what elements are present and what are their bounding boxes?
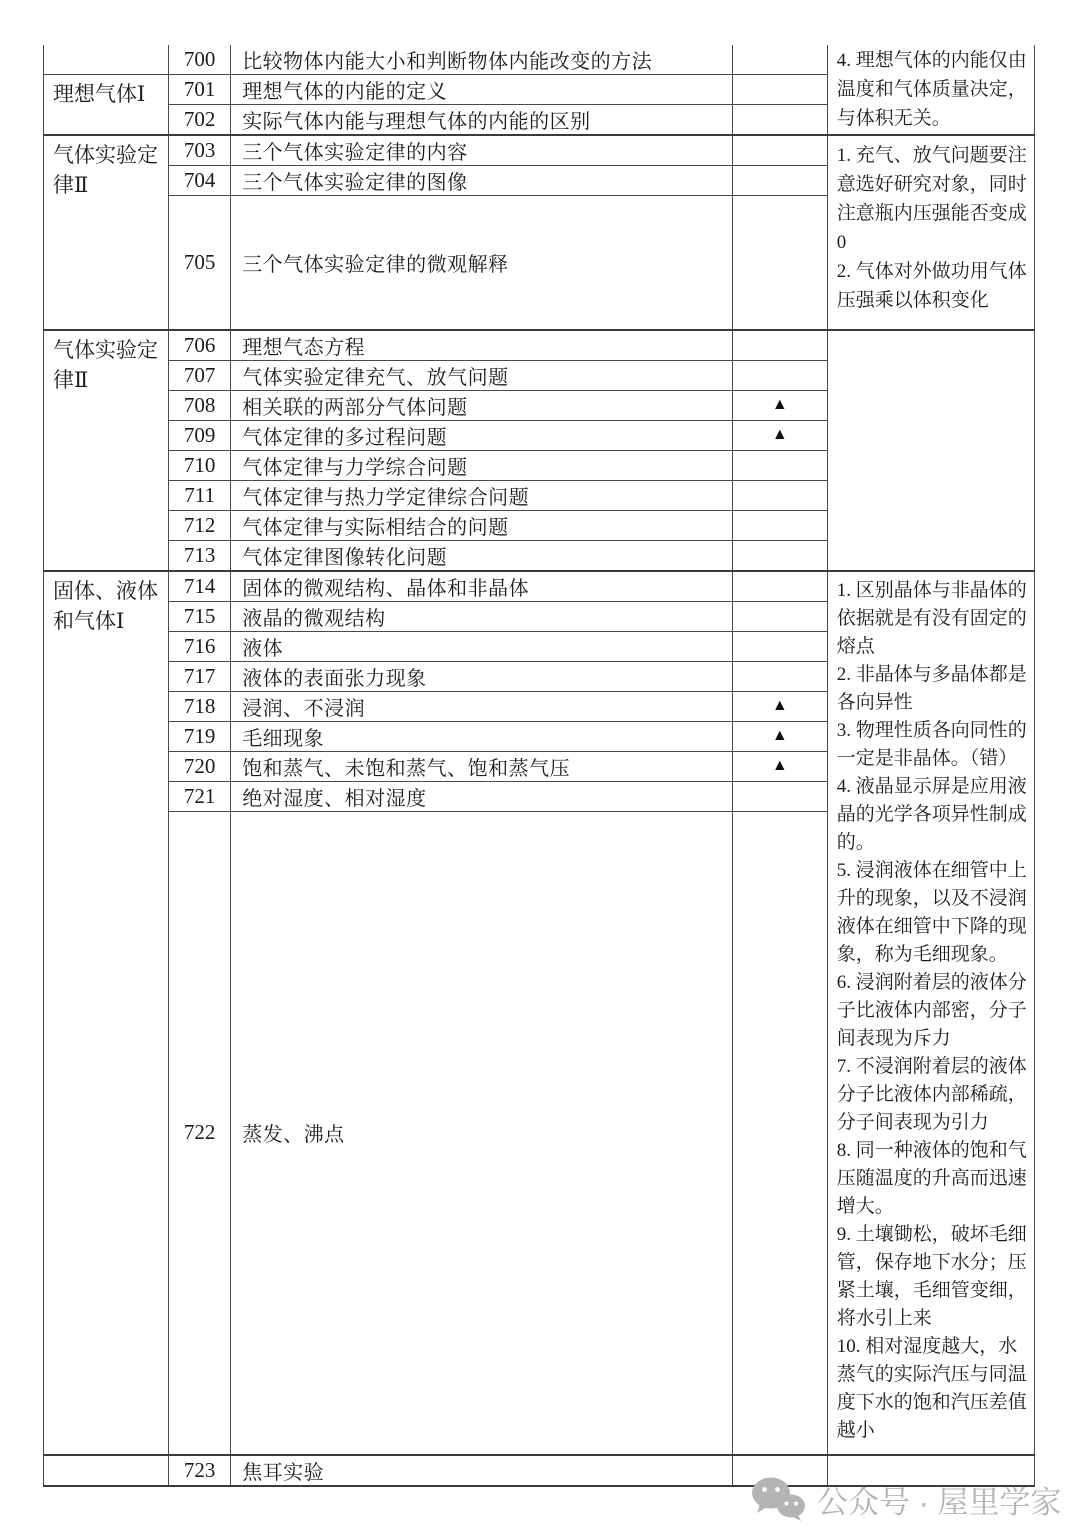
watermark-text: 公众号 · 屋里学家 (817, 1484, 1062, 1520)
notes-cell (827, 330, 1034, 571)
topic-description: 焦耳实验 (231, 1455, 733, 1486)
category-cell: 气体实验定律Ⅱ (44, 330, 169, 571)
note-item: 4. 理想气体的内能仅由温度和气体质量决定，与体积无关。 (836, 50, 1027, 129)
note-item: 1. 充气、放气问题要注意选好研究对象，同时注意瓶内压强能否变成0 (836, 145, 1027, 253)
topic-number: 718 (169, 691, 231, 721)
marker-cell (732, 450, 827, 480)
marker-cell (732, 105, 827, 136)
watermark (750, 1476, 1062, 1522)
category-cell (44, 1455, 169, 1486)
topic-description: 饱和蒸气、未饱和蒸气、饱和蒸气压 (231, 751, 733, 781)
marker-cell (732, 196, 827, 330)
topic-description: 三个气体实验定律的图像 (231, 166, 733, 196)
note-item: 7. 不浸润附着层的液体分子比液体内部稀疏，分子间表现为引力 (836, 1055, 1027, 1133)
topic-number: 717 (169, 661, 231, 691)
note-item: 2. 非晶体与多晶体都是各向异性 (836, 663, 1027, 713)
topic-number: 712 (169, 510, 231, 540)
marker-cell (732, 135, 827, 166)
topic-number: 723 (169, 1455, 231, 1486)
table-row (44, 45, 1035, 75)
topic-description: 气体定律的多过程问题 (231, 420, 733, 450)
topic-number: 701 (169, 75, 231, 105)
marker-cell (732, 601, 827, 631)
topic-number: 707 (169, 360, 231, 390)
topic-description: 气体实验定律充气、放气问题 (231, 360, 733, 390)
marker-cell (732, 166, 827, 196)
notes-cell (827, 135, 1034, 330)
marker-cell (732, 480, 827, 510)
topic-number: 710 (169, 450, 231, 480)
topic-description: 气体定律图像转化问题 (231, 540, 733, 571)
table-row (44, 330, 1035, 361)
marker-cell (732, 721, 827, 751)
topic-description: 理想气态方程 (231, 330, 733, 361)
note-item: 3. 物理性质各向同性的一定是非晶体。（错） (836, 719, 1027, 769)
note-item: 10. 相对湿度越大，水蒸气的实际汽压与同温度下水的饱和汽压差值越小 (836, 1335, 1027, 1441)
triangle-icon: ▲ (771, 757, 788, 774)
topic-number: 721 (169, 781, 231, 811)
category-cell: 气体实验定律Ⅱ (44, 135, 169, 330)
topic-number: 702 (169, 105, 231, 136)
marker-cell (732, 781, 827, 811)
topic-description: 浸润、不浸润 (231, 691, 733, 721)
topic-number: 719 (169, 721, 231, 751)
topic-description: 比较物体内能大小和判断物体内能改变的方法 (231, 45, 733, 75)
topic-number: 709 (169, 420, 231, 450)
topic-description: 气体定律与热力学定律综合问题 (231, 480, 733, 510)
topic-description: 液体的表面张力现象 (231, 661, 733, 691)
triangle-icon: ▲ (771, 426, 788, 443)
topic-number: 705 (169, 196, 231, 330)
marker-cell (732, 420, 827, 450)
topic-description: 绝对湿度、相对湿度 (231, 781, 733, 811)
marker-cell (732, 75, 827, 105)
triangle-icon: ▲ (771, 396, 788, 413)
note-item: 1. 区别晶体与非晶体的依据就是有没有固定的熔点 (836, 579, 1027, 657)
notes-box (828, 572, 1034, 1446)
table-row (44, 571, 1035, 602)
topic-number: 711 (169, 480, 231, 510)
marker-cell (732, 330, 827, 361)
topic-description: 液晶的微观结构 (231, 601, 733, 631)
note-item: 4. 液晶显示屏是应用液晶的光学各项异性制成的。 (836, 775, 1027, 853)
marker-cell (732, 691, 827, 721)
marker-cell (732, 811, 827, 1455)
marker-cell (732, 45, 827, 75)
marker-cell (732, 510, 827, 540)
topic-number: 708 (169, 390, 231, 420)
marker-cell (732, 661, 827, 691)
notes-box (828, 136, 1034, 327)
note-item: 5. 浸润液体在细管中上升的现象，以及不浸润液体在细管中下降的现象，称为毛细现象。 (836, 859, 1027, 965)
note-item: 9. 土壤锄松，破坏毛细管，保存地下水分；压紧土壤，毛细管变细，将水引上来 (836, 1223, 1027, 1329)
table-row (44, 135, 1035, 166)
topic-description: 三个气体实验定律的微观解释 (231, 196, 733, 330)
topic-description: 三个气体实验定律的内容 (231, 135, 733, 166)
notes-cell (827, 571, 1034, 1456)
marker-cell (732, 631, 827, 661)
notes-box (828, 45, 1034, 131)
category-cell (44, 45, 169, 75)
note-item: 8. 同一种液体的饱和气压随温度的升高而迅速增大。 (836, 1139, 1027, 1217)
note-item: 2. 气体对外做功用气体压强乘以体积变化 (836, 261, 1027, 311)
topic-description: 气体定律与力学综合问题 (231, 450, 733, 480)
triangle-icon: ▲ (771, 697, 788, 714)
marker-cell (732, 360, 827, 390)
topic-description: 相关联的两部分气体问题 (231, 390, 733, 420)
topic-description: 液体 (231, 631, 733, 661)
wechat-icon (750, 1476, 806, 1522)
topic-number: 700 (169, 45, 231, 75)
topic-description: 理想气体的内能的定义 (231, 75, 733, 105)
topic-description: 实际气体内能与理想气体的内能的区别 (231, 105, 733, 136)
marker-cell (732, 540, 827, 571)
note-item: 6. 浸润附着层的液体分子比液体内部密，分子间表现为斥力 (836, 971, 1027, 1049)
topics-table (43, 45, 1035, 1487)
topic-number: 716 (169, 631, 231, 661)
triangle-icon: ▲ (771, 727, 788, 744)
topic-number: 713 (169, 540, 231, 571)
topic-description: 气体定律与实际相结合的问题 (231, 510, 733, 540)
marker-cell (732, 751, 827, 781)
topic-number: 714 (169, 571, 231, 602)
notes-cell (827, 45, 1034, 135)
topic-number: 722 (169, 811, 231, 1455)
topic-description: 毛细现象 (231, 721, 733, 751)
marker-cell (732, 571, 827, 602)
topic-number: 715 (169, 601, 231, 631)
category-cell: 理想气体Ⅰ (44, 75, 169, 136)
topic-description: 固体的微观结构、晶体和非晶体 (231, 571, 733, 602)
topic-number: 720 (169, 751, 231, 781)
topic-number: 706 (169, 330, 231, 361)
topic-number: 704 (169, 166, 231, 196)
category-cell: 固体、液体和气体Ⅰ (44, 571, 169, 1456)
topic-description: 蒸发、沸点 (231, 811, 733, 1455)
topic-number: 703 (169, 135, 231, 166)
marker-cell (732, 390, 827, 420)
